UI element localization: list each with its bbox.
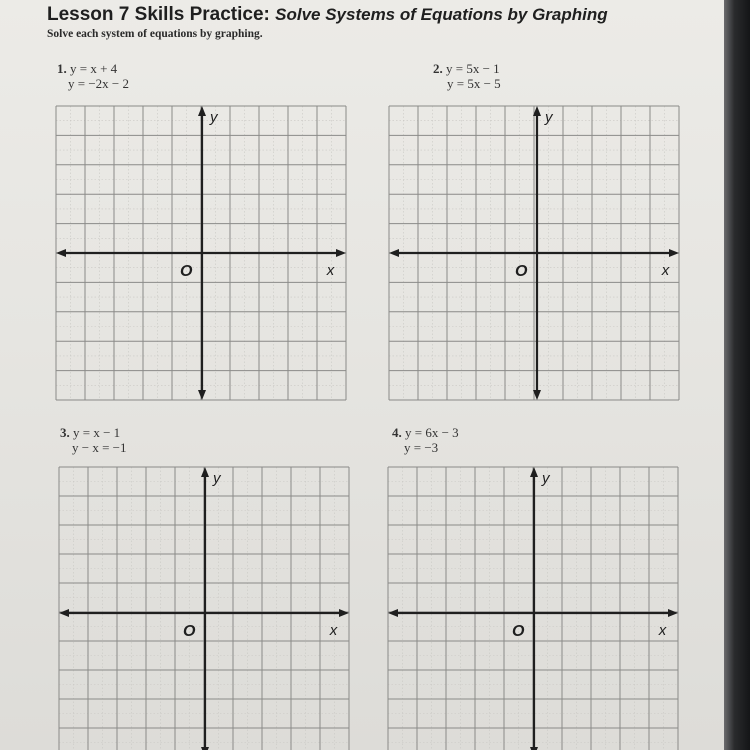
equation-2: y = 5x − 5 <box>447 76 501 91</box>
coordinate-grid-1[interactable] <box>56 106 346 400</box>
equation-1: y = 5x − 1 <box>446 61 500 76</box>
equation-1: y = x + 4 <box>70 61 118 76</box>
coordinate-grid-3[interactable] <box>59 467 349 750</box>
equation-1: y = x − 1 <box>73 425 121 440</box>
x-axis-label: x <box>658 622 667 639</box>
x-axis-left-arrow <box>389 249 399 257</box>
x-axis-right-arrow <box>668 609 678 617</box>
lesson-topic: Solve Systems of Equations by Graphing <box>275 5 608 24</box>
equation-2: y = −2x − 2 <box>68 76 129 91</box>
y-axis-up-arrow <box>198 106 206 116</box>
origin-label: O <box>512 623 525 640</box>
grid-svg <box>59 467 349 750</box>
problem-number: 3. <box>60 425 70 440</box>
y-axis-up-arrow <box>530 467 538 477</box>
equation-1: y = 6x − 3 <box>405 425 459 440</box>
x-axis-left-arrow <box>59 609 69 617</box>
x-axis-left-arrow <box>388 609 398 617</box>
grid-svg <box>388 467 678 750</box>
background-edge <box>724 0 750 750</box>
y-axis-down-arrow <box>198 390 206 400</box>
coordinate-grid-4[interactable] <box>388 467 678 750</box>
origin-label: O <box>180 263 193 280</box>
x-axis-label: x <box>661 262 670 279</box>
problem-number: 4. <box>392 425 402 440</box>
problem-4 <box>392 425 459 455</box>
y-axis-up-arrow <box>201 467 209 477</box>
page-title <box>47 4 608 26</box>
instructions: Solve each system of equations by graphing. <box>47 28 263 40</box>
x-axis-label: x <box>326 262 335 279</box>
grid-svg <box>389 106 679 400</box>
x-axis-right-arrow <box>669 249 679 257</box>
x-axis-right-arrow <box>336 249 346 257</box>
y-axis-label: y <box>542 470 550 487</box>
coordinate-grid-2[interactable] <box>389 106 679 400</box>
problem-number: 1. <box>57 61 67 76</box>
problem-3 <box>60 425 127 455</box>
x-axis-left-arrow <box>56 249 66 257</box>
y-axis-label: y <box>210 109 218 126</box>
grid-svg <box>56 106 346 400</box>
x-axis-right-arrow <box>339 609 349 617</box>
origin-label: O <box>515 263 528 280</box>
x-axis-label: x <box>329 622 338 639</box>
y-axis-label: y <box>213 470 221 487</box>
equation-2: y − x = −1 <box>72 440 127 455</box>
problem-number: 2. <box>433 61 443 76</box>
y-axis-label: y <box>545 109 553 126</box>
problem-1 <box>57 61 129 91</box>
problem-2 <box>433 61 501 91</box>
equation-2: y = −3 <box>404 440 439 455</box>
origin-label: O <box>183 623 196 640</box>
lesson-title: Lesson 7 Skills Practice: <box>47 4 270 25</box>
